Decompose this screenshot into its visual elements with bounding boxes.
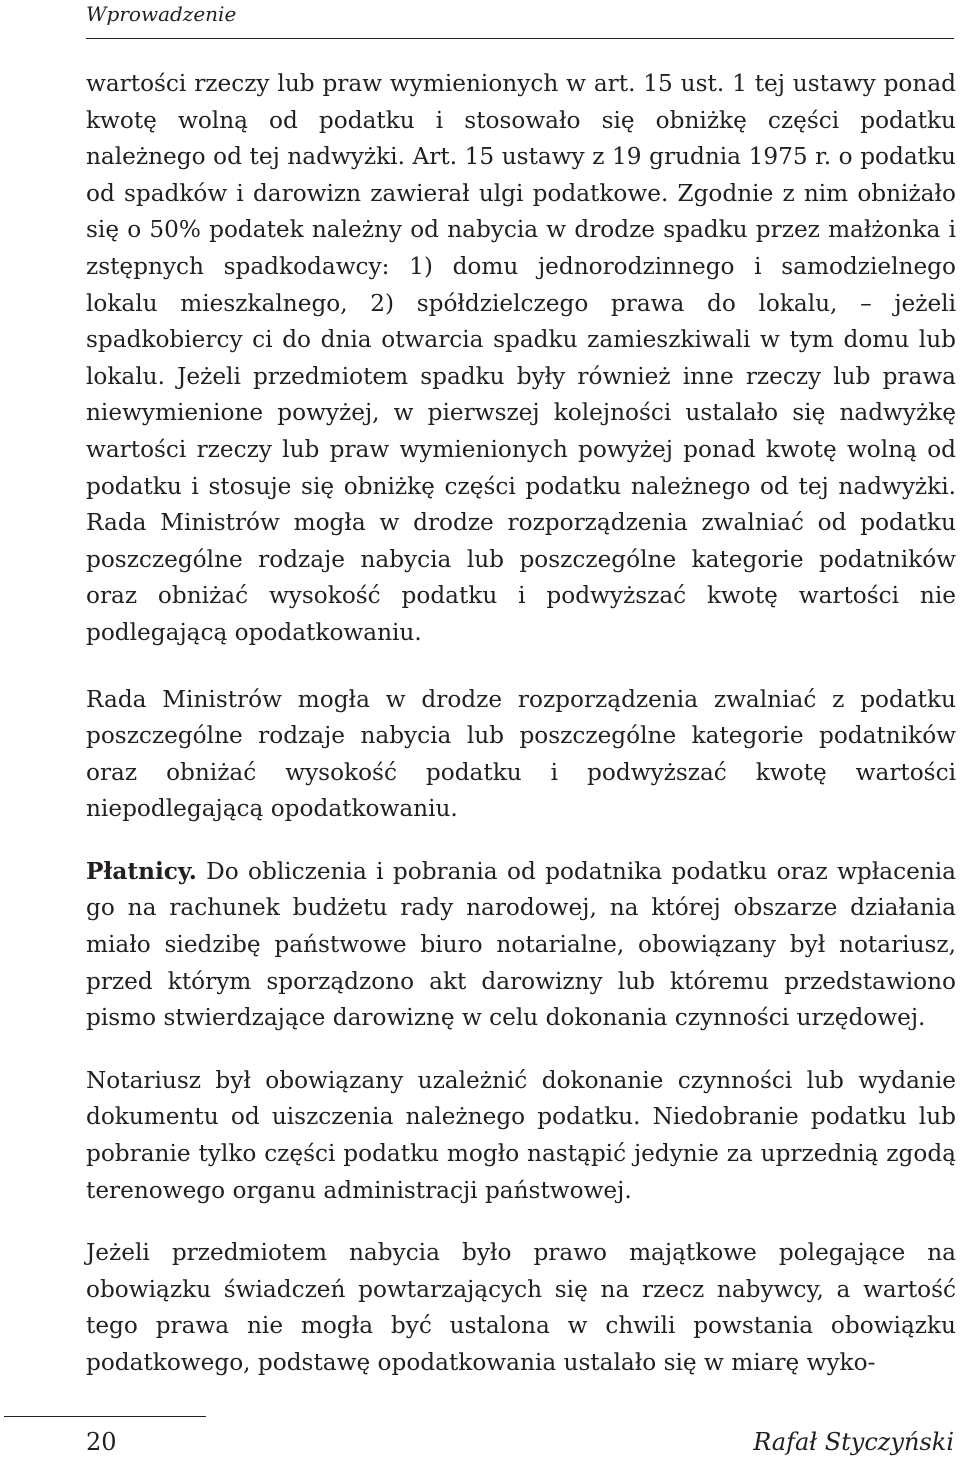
paragraph-1: wartości rzeczy lub praw wymienionych w art. 15 ust. 1 tej ustawy ponad kwotę wolną od podatku i stosowało się obniżkę części podatku należnego od tej nadwyżki. Art. 15 ustawy z 19 grudnia 1975 r. o podatku od spadków i darowizn zawierał ulgi podatkowe. Zgodnie z nim obniżało się o 50% podatek należny od nabycia w drodze spadku przez małżonka i zstępnych spadkodawcy: 1) domu jednorodzinnego i samodzielnego lokalu mieszkalnego, 2) spółdzielczego prawa do lokalu, – jeżeli spadkobiercy ci do dnia otwarcia spadku zamieszkiwali w tym domu lub lokalu. Jeżeli przedmiotem spadku były również inne rzeczy lub prawa niewymienione powyżej, w pierwszej kolejności ustalało się nadwyżkę wartości rzeczy lub praw wymienionych powyżej ponad kwotę wolną od podatku i stosuje się obniżkę części podatku należnego od tej nadwyżki. Rada Ministrów mogła w drodze rozporządzenia zwalniać od podatku poszczególne rodzaje nabycia lub poszczególne kategorie podatników oraz obniżać wysokość podatku i podwyższać kwotę wartości nie podlegającą opodatkowaniu. [86,70,956,646]
running-head: Wprowadzenie [86,2,237,26]
footer-rule [4,1416,206,1417]
author-name: Rafał Styczyński [753,1428,954,1456]
paragraph-4: Notariusz był obowiązany uzależnić dokonanie czynności lub wydanie dokumentu od uiszczenia należnego podatku. Niedobranie podatku lub pobranie tylko części podatku mogło nastąpić jedynie za uprzednią zgodą terenowego organu administracji państwowej. [86,1066,956,1204]
page-number: 20 [86,1428,117,1456]
paragraph-5: Jeżeli przedmiotem nabycia było prawo majątkowe polegające na obowiązku świadczeń powtarzających się na rzecz nabywcy, a wartość tego prawa nie mogła być ustalona w chwili powstania obowiązku podatkowego, podstawę opodatkowania ustalało się w miarę wyko- [86,1239,956,1376]
header-rule [86,38,954,39]
paragraph-3-text: Do obliczenia i pobrania od podatnika podatku oraz wpłacenia go na rachunek budżetu rady narodowej, na której obszarze działania miało siedzibę państwowe biuro notarialne, obowiązany był notariusz, przed którym sporządzono akt darowizny lub któremu przedstawiono pismo stwierdzające darowiznę w celu dokonania czynności urzędowej. [86,857,956,1032]
paragraph-3 [86,854,956,1037]
paragraph-lead-in: Płatnicy. [86,857,197,885]
page-body [86,66,956,1408]
paragraph-2: Rada Ministrów mogła w drodze rozporządzenia zwalniać z podatku poszczególne rodzaje nabycia lub poszczególne kategorie podatników oraz obniżać wysokość podatku i podwyższać kwotę wartości niepodlegającą opodatkowaniu. [86,685,956,823]
